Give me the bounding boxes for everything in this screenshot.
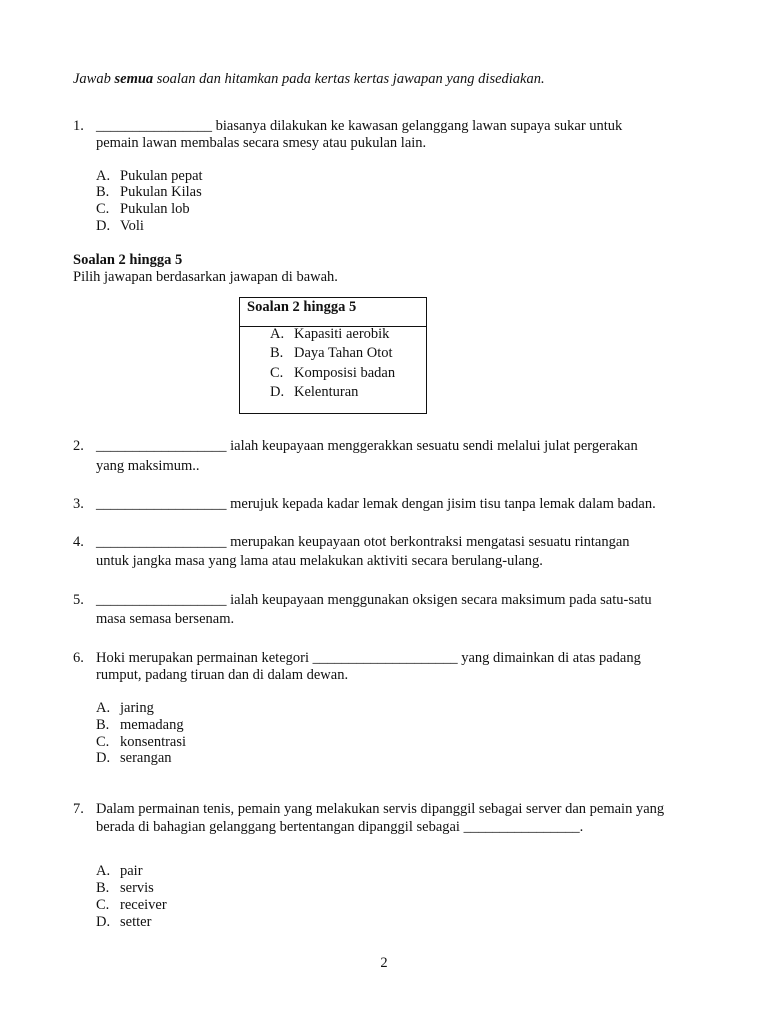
option-c: C. receiver (96, 897, 167, 913)
question-text-line: rumput, padang tiruan dan di dalam dewan. (96, 667, 349, 683)
question-number: 3. (73, 496, 84, 512)
question-text-line: __________________ merujuk kepada kadar lemak dengan jisim tisu tanpa lemak dalam badan. (96, 496, 656, 512)
option-d: D. serangan (96, 750, 172, 766)
option-a: A. Pukulan pepat (96, 168, 203, 184)
question-number: 7. (73, 801, 84, 817)
option-b: B. memadang (96, 717, 184, 733)
instruction-text: Jawab semua soalan dan hitamkan pada kertas kertas jawapan yang disediakan. (73, 71, 545, 87)
question-text-line: __________________ ialah keupayaan menggerakkan sesuatu sendi melalui julat pergerakan (96, 438, 638, 454)
question-text-line: pemain lawan membalas secara smesy atau pukulan lain. (96, 135, 427, 151)
question-text-line: untuk jangka masa yang lama atau melakukan aktiviti secara berulang-ulang. (96, 553, 543, 569)
question-text-line: ________________ biasanya dilakukan ke kawasan gelanggang lawan supaya sukar untuk (96, 118, 623, 134)
option-c: C. Pukulan lob (96, 201, 190, 217)
page-number: 2 (380, 955, 388, 971)
question-number: 1. (73, 118, 84, 134)
question-text-line: Hoki merupakan permainan ketegori ____________________ yang dimainkan di atas padang (96, 650, 641, 666)
option-c: C. konsentrasi (96, 734, 187, 750)
question-number: 5. (73, 592, 84, 608)
answer-options-box (239, 297, 427, 414)
box-option-a: A. Kapasiti aerobik (270, 326, 390, 342)
question-text-line: __________________ ialah keupayaan menggunakan oksigen secara maksimum pada satu-satu (96, 592, 652, 608)
answer-box-header: Soalan 2 hingga 5 (240, 298, 426, 327)
box-option-d: D. Kelenturan (270, 384, 359, 400)
section-subtitle: Pilih jawapan berdasarkan jawapan di bawah. (73, 269, 338, 285)
section-title: Soalan 2 hingga 5 (73, 252, 183, 268)
question-text-line: __________________ merupakan keupayaan otot berkontraksi mengatasi sesuatu rintangan (96, 534, 630, 550)
option-b: B. Pukulan Kilas (96, 184, 202, 200)
question-number: 2. (73, 438, 84, 454)
question-text-line: masa semasa bersenam. (96, 611, 235, 627)
box-option-c: C. Komposisi badan (270, 365, 396, 381)
option-a: A. pair (96, 863, 143, 879)
question-text-line: Dalam permainan tenis, pemain yang melakukan servis dipanggil sebagai server dan pemain yang (96, 801, 665, 817)
box-option-b: B. Daya Tahan Otot (270, 345, 393, 361)
option-a: A. jaring (96, 700, 154, 716)
question-text-line: yang maksimum.. (96, 458, 200, 474)
question-text-line: berada di bahagian gelanggang bertentangan dipanggil sebagai ________________. (96, 819, 584, 835)
option-d: D. Voli (96, 218, 144, 234)
option-d: D. setter (96, 914, 152, 930)
question-number: 4. (73, 534, 84, 550)
question-number: 6. (73, 650, 84, 666)
option-b: B. servis (96, 880, 154, 896)
